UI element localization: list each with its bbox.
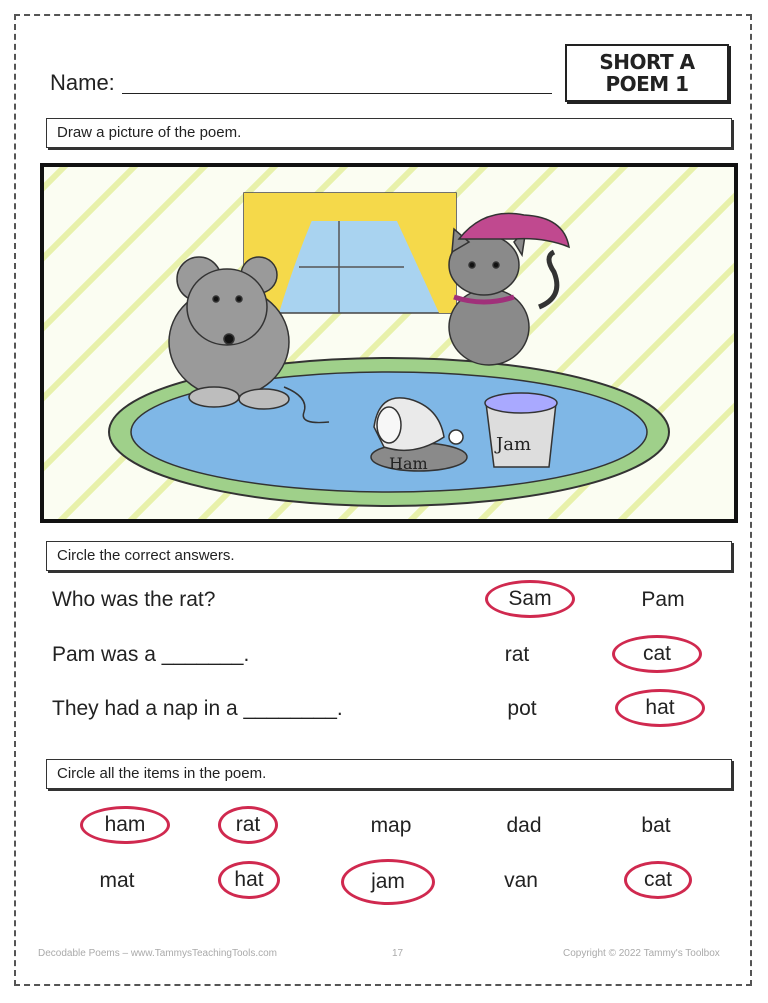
item-rat[interactable]: rat bbox=[218, 806, 278, 844]
question-3: They had a nap in a ________. bbox=[52, 697, 343, 720]
title-line-2: POEM 1 bbox=[605, 72, 689, 96]
question-2: Pam was a _______. bbox=[52, 643, 250, 666]
name-label: Name: bbox=[50, 70, 115, 95]
answer-2-option-1[interactable]: rat bbox=[504, 643, 530, 666]
footer-right: Copyright © 2022 Tammy's Toolbox bbox=[563, 948, 720, 959]
answer-3-option-2[interactable]: hat bbox=[615, 689, 705, 727]
draw-instruction: Draw a picture of the poem. bbox=[46, 118, 732, 148]
ham-label: Ham bbox=[389, 454, 428, 473]
name-line[interactable] bbox=[122, 93, 552, 94]
answer-1-option-2[interactable]: Pam bbox=[641, 588, 685, 611]
item-mat[interactable]: mat bbox=[99, 869, 135, 892]
footer-page-number: 17 bbox=[392, 948, 404, 959]
item-van[interactable]: van bbox=[504, 869, 538, 892]
item-hat[interactable]: hat bbox=[218, 861, 280, 899]
questions-instruction: Circle the correct answers. bbox=[46, 541, 732, 571]
poem-drawing bbox=[44, 167, 734, 519]
answer-3-option-1[interactable]: pot bbox=[507, 697, 537, 720]
window bbox=[244, 193, 456, 313]
items-instruction: Circle all the items in the poem. bbox=[46, 759, 732, 789]
answer-1-option-1[interactable]: Sam bbox=[485, 580, 575, 618]
jam-drawing bbox=[485, 393, 557, 467]
item-cat[interactable]: cat bbox=[624, 861, 692, 899]
item-jam[interactable]: jam bbox=[341, 859, 435, 905]
cat-drawing bbox=[449, 213, 569, 365]
answer-2-option-2[interactable]: cat bbox=[612, 635, 702, 673]
footer-left: Decodable Poems – www.TammysTeachingTools.com bbox=[38, 948, 277, 959]
drawing-frame bbox=[40, 163, 738, 523]
question-1: Who was the rat? bbox=[52, 588, 216, 611]
item-ham[interactable]: ham bbox=[80, 806, 170, 844]
jam-label: Jam bbox=[496, 434, 532, 455]
title-line-1: SHORT A bbox=[599, 50, 695, 74]
item-bat[interactable]: bat bbox=[641, 814, 671, 837]
item-map[interactable]: map bbox=[370, 814, 412, 837]
title-box bbox=[565, 44, 729, 102]
item-dad[interactable]: dad bbox=[506, 814, 542, 837]
